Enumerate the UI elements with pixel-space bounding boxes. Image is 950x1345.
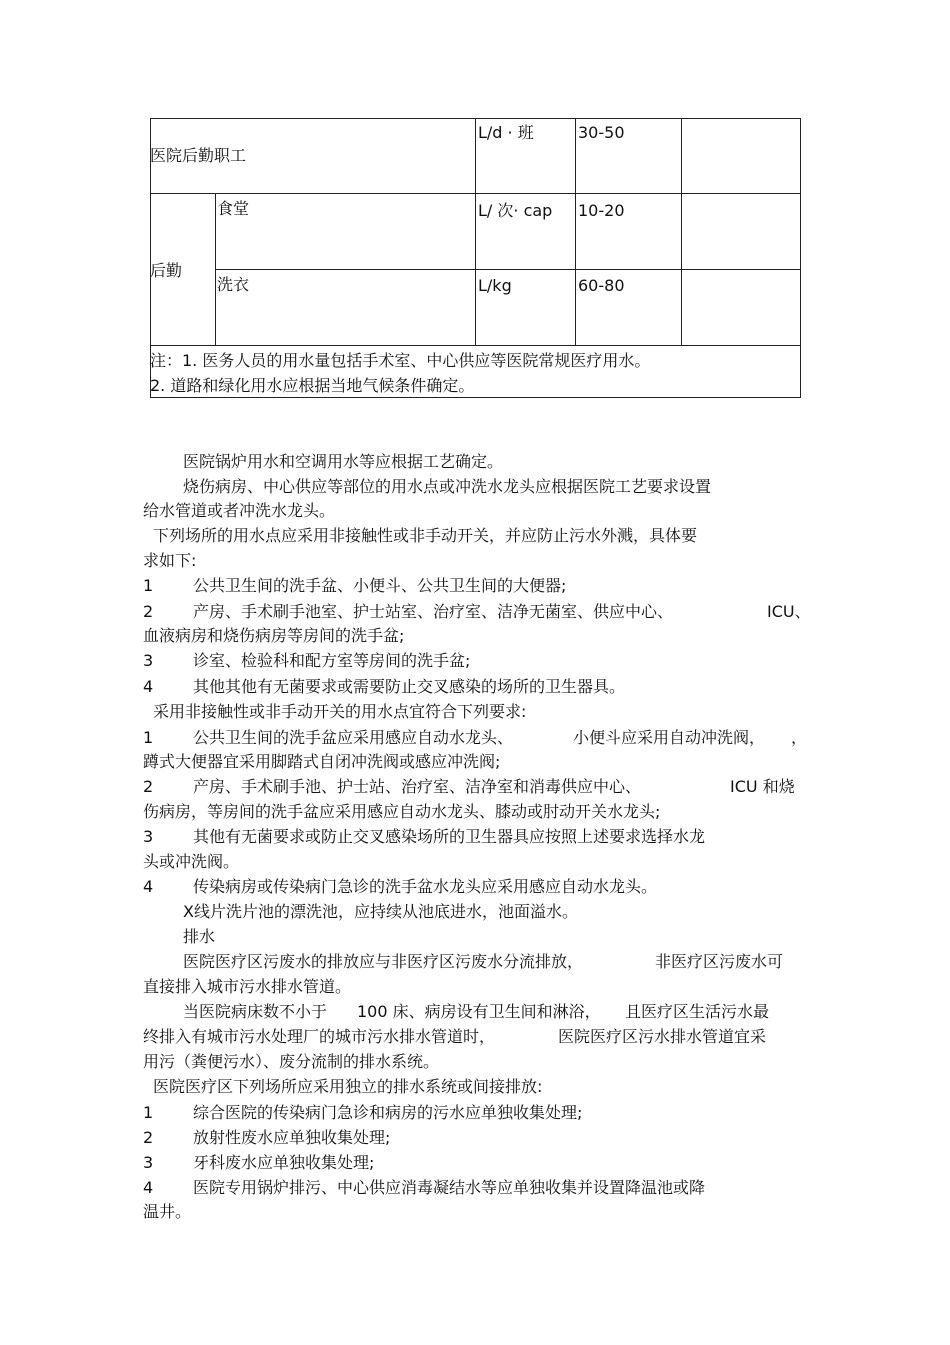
list-item: 温井。 xyxy=(143,1202,192,1221)
table-cell-name: 医院后勤职工 xyxy=(150,146,247,165)
list-number: 2 xyxy=(143,602,154,621)
list-number: 1 xyxy=(143,1103,154,1122)
list-item: 公共卫生间的洗手盆、小便斗、公共卫生间的大便器; xyxy=(193,576,567,595)
list-number: 1 xyxy=(143,576,154,595)
list-item: 其他有无菌要求或防止交叉感染场所的卫生器具应按照上述要求选择水龙 xyxy=(193,827,706,846)
table-cell-unit: L/ 次· cap xyxy=(478,201,553,220)
table-note: 注：1. 医务人员的用水量包括手术室、中心供应等医院常规医疗用水。 xyxy=(150,351,651,370)
list-item: 其他其他有无菌要求或需要防止交叉感染的场所的卫生器具。 xyxy=(193,677,626,696)
list-number: 4 xyxy=(143,877,154,896)
list-number: 3 xyxy=(143,827,154,846)
list-item: 综合医院的传染病门急诊和病房的污水应单独收集处理; xyxy=(193,1103,583,1122)
list-item: 伤病房，等房间的洗手盆应采用感应自动水龙头、膝动或肘动开关水龙头; xyxy=(143,802,661,821)
paragraph: 烧伤病房、中心供应等部位的用水点或冲洗水龙头应根据医院工艺要求设置 xyxy=(183,477,712,496)
list-number: 4 xyxy=(143,677,154,696)
list-item: 放射性废水应单独收集处理; xyxy=(193,1128,391,1147)
paragraph: 非医疗区污废水可 xyxy=(655,952,784,971)
table-cell-name: 食堂 xyxy=(217,199,250,218)
list-item: 公共卫生间的洗手盆应采用感应自动水龙头、 xyxy=(193,728,514,747)
table-cell-name: 洗衣 xyxy=(217,275,250,294)
paragraph: 终排入有城市污水处理厂的城市污水排水管道时， xyxy=(143,1027,496,1046)
table-cell-group: 后勤 xyxy=(150,261,183,280)
table-cell-range: 10-20 xyxy=(578,201,625,220)
paragraph: 直接排入城市污水排水管道。 xyxy=(143,977,352,996)
list-item: 产房、手术刷手池、护士站、治疗室、洁净室和消毒供应中心、 xyxy=(193,777,642,796)
paragraph: 用污（粪便污水）、废分流制的排水系统。 xyxy=(143,1052,440,1071)
list-item: 血液病房和烧伤病房等房间的洗手盆; xyxy=(143,626,405,645)
section-heading: 排水 xyxy=(183,927,216,946)
table-cell-range: 30-50 xyxy=(578,123,625,142)
list-number: 4 xyxy=(143,1178,154,1197)
paragraph: 下列场所的用水点应采用非接触性或非手动开关，并应防止污水外溅，具体要 xyxy=(153,526,698,545)
paragraph: 采用非接触性或非手动开关的用水点宜符合下列要求: xyxy=(153,702,527,721)
list-item: ICU 和烧 xyxy=(730,777,795,796)
list-item: 牙科废水应单独收集处理; xyxy=(193,1153,375,1172)
list-item: 医院专用锅炉排污、中心供应消毒凝结水等应单独收集并设置降温池或降 xyxy=(193,1178,706,1197)
paragraph: 给水管道或者冲洗水龙头。 xyxy=(143,501,336,520)
list-item: 产房、手术刷手池室、护士站室、治疗室、洁净无菌室、供应中心、 xyxy=(193,602,674,621)
list-number: 2 xyxy=(143,777,154,796)
list-item: ， xyxy=(791,728,808,747)
table-cell-unit: L/d · 班 xyxy=(478,123,534,142)
paragraph: 当医院病床数不小于 xyxy=(183,1002,328,1021)
list-item: 诊室、检验科和配方室等房间的洗手盆; xyxy=(193,651,471,670)
table-cell-unit: L/kg xyxy=(478,276,512,295)
list-item: 头或冲洗阀。 xyxy=(143,852,240,871)
table-cell-range: 60-80 xyxy=(578,276,625,295)
water-usage-table xyxy=(0,0,950,420)
list-number: 3 xyxy=(143,651,154,670)
paragraph: 医院医疗区下列场所应采用独立的排水系统或间接排放: xyxy=(153,1077,543,1096)
paragraph: 100 床、病房设有卫生间和淋浴， xyxy=(357,1002,601,1021)
list-number: 3 xyxy=(143,1153,154,1172)
paragraph: 医院医疗区污废水的排放应与非医疗区污废水分流排放， xyxy=(183,952,584,971)
paragraph: 且医疗区生活污水最 xyxy=(625,1002,770,1021)
paragraph: X线片洗片池的漂洗池，应持续从池底进水，池面溢水。 xyxy=(183,902,578,921)
list-number: 1 xyxy=(143,728,154,747)
paragraph: 求如下: xyxy=(143,551,197,570)
paragraph: 医院锅炉用水和空调用水等应根据工艺确定。 xyxy=(183,452,504,471)
list-item: ICU、 xyxy=(767,602,811,621)
list-number: 2 xyxy=(143,1128,154,1147)
list-item: 蹲式大便器宜采用脚踏式自闭冲洗阀或感应冲洗阀; xyxy=(143,752,501,771)
paragraph: 医院医疗区污水排水管道宜采 xyxy=(558,1027,767,1046)
list-item: 传染病房或传染病门急诊的洗手盆水龙头应采用感应自动水龙头。 xyxy=(193,877,658,896)
list-item: 小便斗应采用自动冲洗阀， xyxy=(573,728,766,747)
table-note: 2. 道路和绿化用水应根据当地气候条件确定。 xyxy=(150,376,475,395)
